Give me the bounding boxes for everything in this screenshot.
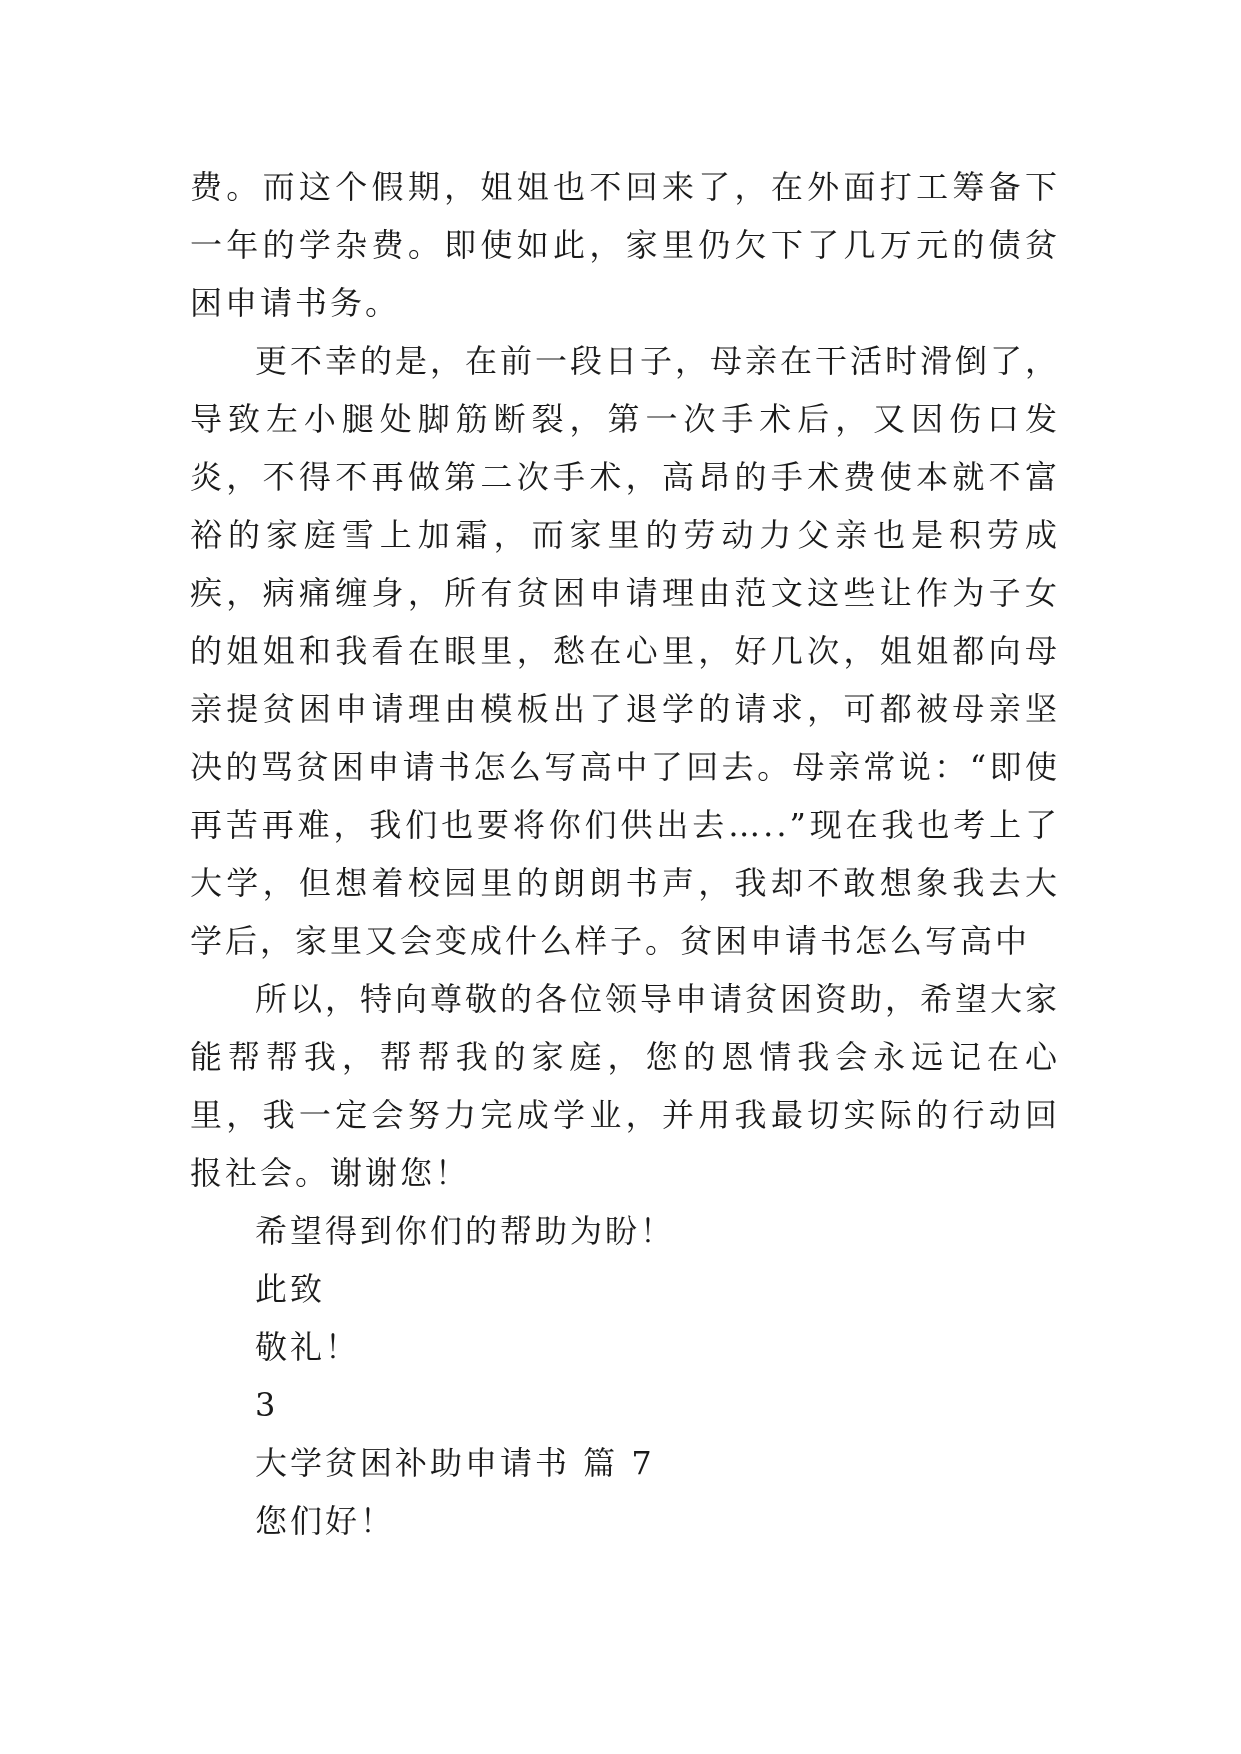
hope-line: 希望得到你们的帮助为盼！ (255, 1212, 676, 1250)
paragraph-continuation: 费。而这个假期，姐姐也不回来了，在外面打工筹备下一年的学杂费。即使如此，家里仍欠下了几万元的债贫困申请书务。 (190, 168, 1060, 322)
paragraph-request: 所以，特向尊敬的各位领导申请贫困资助，希望大家能帮帮我，帮帮我的家庭，您的恩情我会永远记在心里，我一定会努力完成学业，并用我最切实际的行动回报社会。谢谢您！ (190, 980, 1061, 1192)
section-number: 3 (255, 1386, 279, 1424)
paragraph-misfortune: 更不幸的是，在前一段日子，母亲在干活时滑倒了，导致左小腿处脚筋断裂，第一次手术后，又因伤口发炎，不得不再做第二次手术，高昂的手术费使本就不富裕的家庭雪上加霜，而家里的劳动力父亲也是积劳成疾，病痛缠身，所有贫困申请理由范文这些让作为子女的姐姐和我看在眼里，愁在心里，好几次，姐姐都向母亲提贫困申请理由模板出了退学的请求，可都被母亲坚决的骂贫困申请书怎么写高中了回去。母亲常说：“即使再苦再难，我们也要将你们供出去…..”现在我也考上了大学，但想着校园里的朗朗书声，我却不敢想象我去大学后，家里又会变成什么样子。贫困申请书怎么写高中 (190, 342, 1061, 960)
greeting: 您们好！ (255, 1502, 396, 1540)
closing-regards: 敬礼！ (255, 1328, 361, 1366)
closing-salutation: 此致 (255, 1270, 326, 1308)
document-body (190, 158, 1060, 1550)
section-title: 大学贫困补助申请书 篇 7 (255, 1444, 655, 1482)
